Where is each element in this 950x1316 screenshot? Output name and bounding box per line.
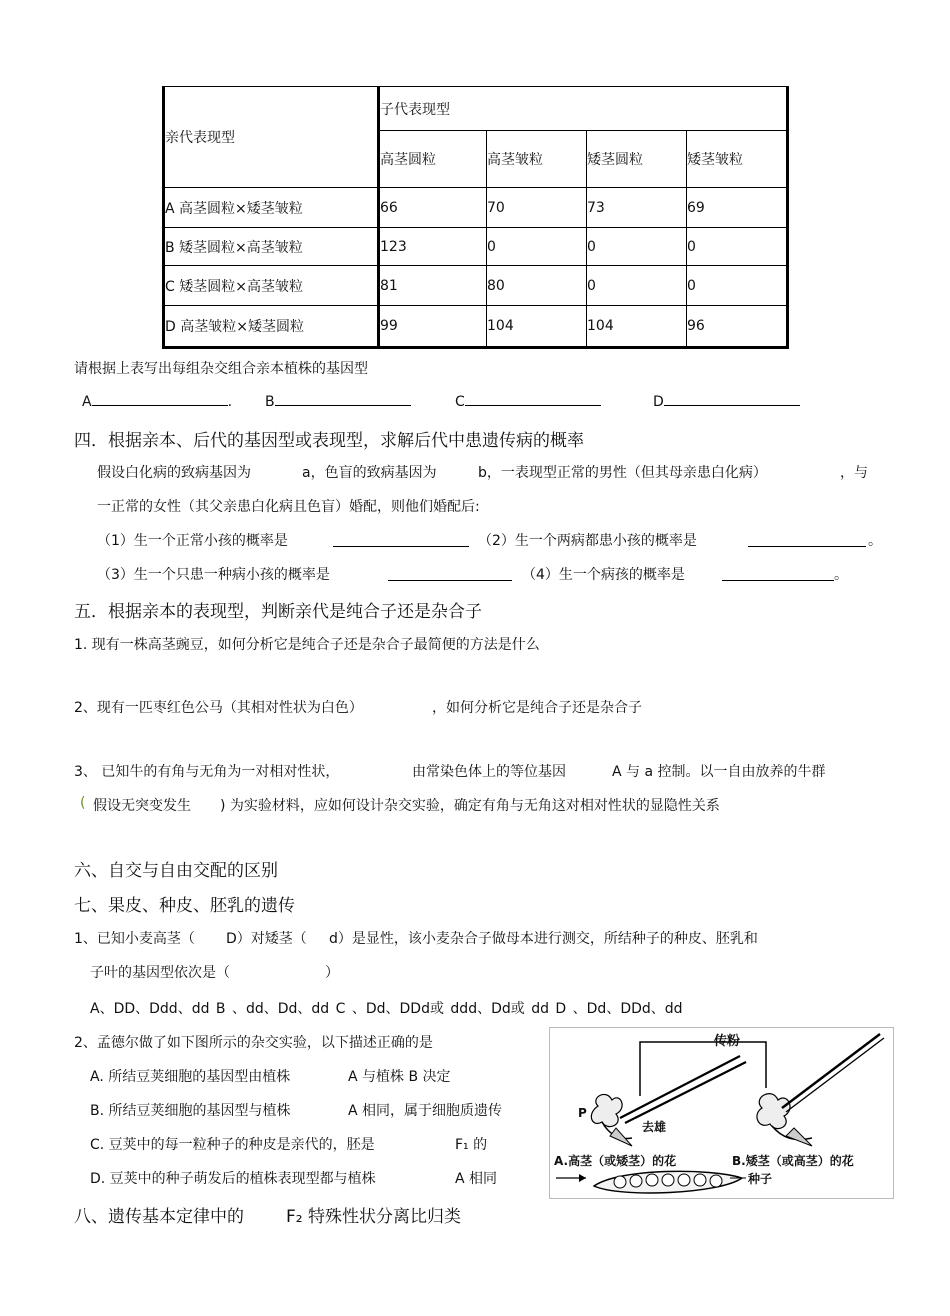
pollination-diagram	[550, 1028, 893, 1198]
s7-q1e: ）	[325, 965, 339, 981]
parent-header: 亲代表现型	[164, 87, 379, 188]
seed-label: 种子	[748, 1172, 773, 1186]
s5-q3b: 由常染色体上的等位基因	[412, 764, 566, 780]
phenotype-table	[162, 86, 789, 349]
cell: 99	[379, 306, 487, 348]
cell: 0	[487, 228, 587, 266]
s5-q2a: 2、现有一匹枣红色公马（其相对性状为白色）	[74, 700, 363, 716]
s7-q1-options: A、DD、Ddd、dd B 、dd、Dd、dd C 、Dd、DDd或 ddd、Dd或 dd D 、Dd、DDd、dd	[90, 1001, 683, 1017]
s7-optD-2: A 相同	[455, 1171, 498, 1187]
s4-text-1c: b，一表现型正常的男性（但其母亲患白化病）	[478, 465, 767, 481]
cell: 0	[687, 266, 788, 306]
answer-label: C	[455, 394, 465, 410]
col-header: 高茎皱粒	[487, 131, 587, 188]
s4-text-1b: a，色盲的致病基因为	[302, 465, 437, 481]
s4-text-2: 一正常的女性（其父亲患白化病且色盲）婚配，则他们婚配后:	[97, 499, 480, 515]
genotype-prompt: 请根据上表写出每组杂交组合亲本植株的基因型	[74, 361, 368, 377]
col-header: 高茎圆粒	[379, 131, 487, 188]
s4-q2: （2）生一个两病都患小孩的概率是	[478, 533, 697, 549]
answer-c[interactable]	[455, 394, 601, 410]
answer-a[interactable]: A .	[82, 394, 233, 410]
s7-optC-1: C. 豆荚中的每一粒种子的种皮是亲代的，胚是	[90, 1137, 375, 1153]
cell: 104	[587, 306, 687, 348]
cell: 81	[379, 266, 487, 306]
cell: 0	[587, 228, 687, 266]
s7-optA-1: A. 所结豆荚细胞的基因型由植株	[90, 1069, 291, 1085]
section-6-title: 六、自交与自由交配的区别	[74, 861, 278, 881]
cell: 123	[379, 228, 487, 266]
pollinate-label: 传粉	[714, 1034, 741, 1049]
emasculate-label: 去雄	[642, 1120, 667, 1134]
cell: 104	[487, 306, 587, 348]
section-8-title-a: 八、遗传基本定律中的	[74, 1207, 244, 1227]
section-7-title: 七、果皮、种皮、胚乳的遗传	[74, 896, 295, 916]
cell: 96	[687, 306, 788, 348]
s5-q3d: 假设无突变发生	[93, 798, 191, 814]
s7-q1d: 子叶的基因型依次是（	[90, 965, 230, 981]
answer-label: A	[82, 394, 92, 410]
pollination-figure	[549, 1027, 894, 1199]
s4-text-1d: ，与	[840, 465, 868, 481]
row-parent: C 矮茎圆粒×高茎皱粒	[164, 266, 379, 306]
row-parent: D 高茎皱粒×矮茎圆粒	[164, 306, 379, 348]
s7-optB-2: A 相同，属于细胞质遗传	[348, 1103, 503, 1119]
row-parent: B 矮茎圆粒×高茎皱粒	[164, 228, 379, 266]
cell: 73	[587, 188, 687, 228]
period: 。	[868, 533, 882, 549]
s4-q4-blank[interactable]	[722, 579, 834, 581]
flower-b-label: B.矮茎（或高茎）的花	[732, 1154, 854, 1168]
offspring-header: 子代表现型	[379, 87, 788, 131]
cell: 80	[487, 266, 587, 306]
s4-q2-blank[interactable]	[748, 545, 866, 547]
answer-label: B	[265, 394, 275, 410]
cell: 0	[587, 266, 687, 306]
s4-text-1a: 假设白化病的致病基因为	[97, 465, 251, 481]
s5-q2b: ，如何分析它是纯合子还是杂合子	[432, 700, 642, 716]
p-label: P	[578, 1106, 587, 1120]
s7-q2: 2、孟德尔做了如下图所示的杂交实验，以下描述正确的是	[74, 1035, 433, 1051]
section-5-title: 五．根据亲本的表现型，判断亲代是纯合子还是杂合子	[74, 602, 482, 622]
answer-d[interactable]	[653, 394, 800, 410]
s5-q3a: 3、 已知牛的有角与无角为一对相对性状，	[74, 764, 340, 780]
s7-q1a: 1、已知小麦高茎（	[74, 931, 195, 947]
col-header: 矮茎皱粒	[687, 131, 788, 188]
paren-glyph: (	[80, 795, 86, 811]
flower-a-label: A.高茎（或矮茎）的花	[554, 1154, 677, 1168]
cell: 70	[487, 188, 587, 228]
s4-q4: （4）生一个病孩的概率是	[522, 567, 685, 583]
s7-optC-2: F₁ 的	[455, 1137, 488, 1153]
section-8-title-b: F₂ 特殊性状分离比归类	[286, 1207, 461, 1227]
answer-b[interactable]	[265, 394, 411, 410]
s5-q3c: A 与 a 控制。以一自由放养的牛群	[612, 764, 826, 780]
s7-optA-2: A 与植株 B 决定	[348, 1069, 451, 1085]
s7-q1c: d）是显性，该小麦杂合子做母本进行测交，所结种子的种皮、胚乳和	[329, 931, 758, 947]
s4-q1-blank[interactable]	[333, 545, 469, 547]
table-row	[164, 266, 788, 306]
table-row	[164, 306, 788, 348]
s7-optB-1: B. 所结豆荚细胞的基因型与植株	[90, 1103, 291, 1119]
table-row	[164, 188, 788, 228]
answer-label: D	[653, 394, 664, 410]
s7-optD-1: D. 豆荚中的种子萌发后的植株表现型都与植株	[90, 1171, 376, 1187]
cell: 69	[687, 188, 788, 228]
s5-q3e: ) 为实验材料，应如何设计杂交实验，确定有角与无角这对相对性状的显隐性关系	[220, 798, 720, 814]
s7-q1b: D）对矮茎（	[226, 931, 307, 947]
s4-q3: （3）生一个只患一种病小孩的概率是	[97, 567, 330, 583]
s4-q3-blank[interactable]	[388, 579, 512, 581]
section-4-title: 四．根据亲本、后代的基因型或表现型，求解后代中患遗传病的概率	[74, 431, 584, 451]
cell: 66	[379, 188, 487, 228]
col-header: 矮茎圆粒	[587, 131, 687, 188]
row-parent: A 高茎圆粒×矮茎皱粒	[164, 188, 379, 228]
table-row	[164, 228, 788, 266]
s4-q1: （1）生一个正常小孩的概率是	[97, 533, 288, 549]
s5-q1: 1. 现有一株高茎豌豆，如何分析它是纯合子还是杂合子最简便的方法是什么	[74, 637, 540, 653]
period: 。	[834, 567, 848, 583]
cell: 0	[687, 228, 788, 266]
